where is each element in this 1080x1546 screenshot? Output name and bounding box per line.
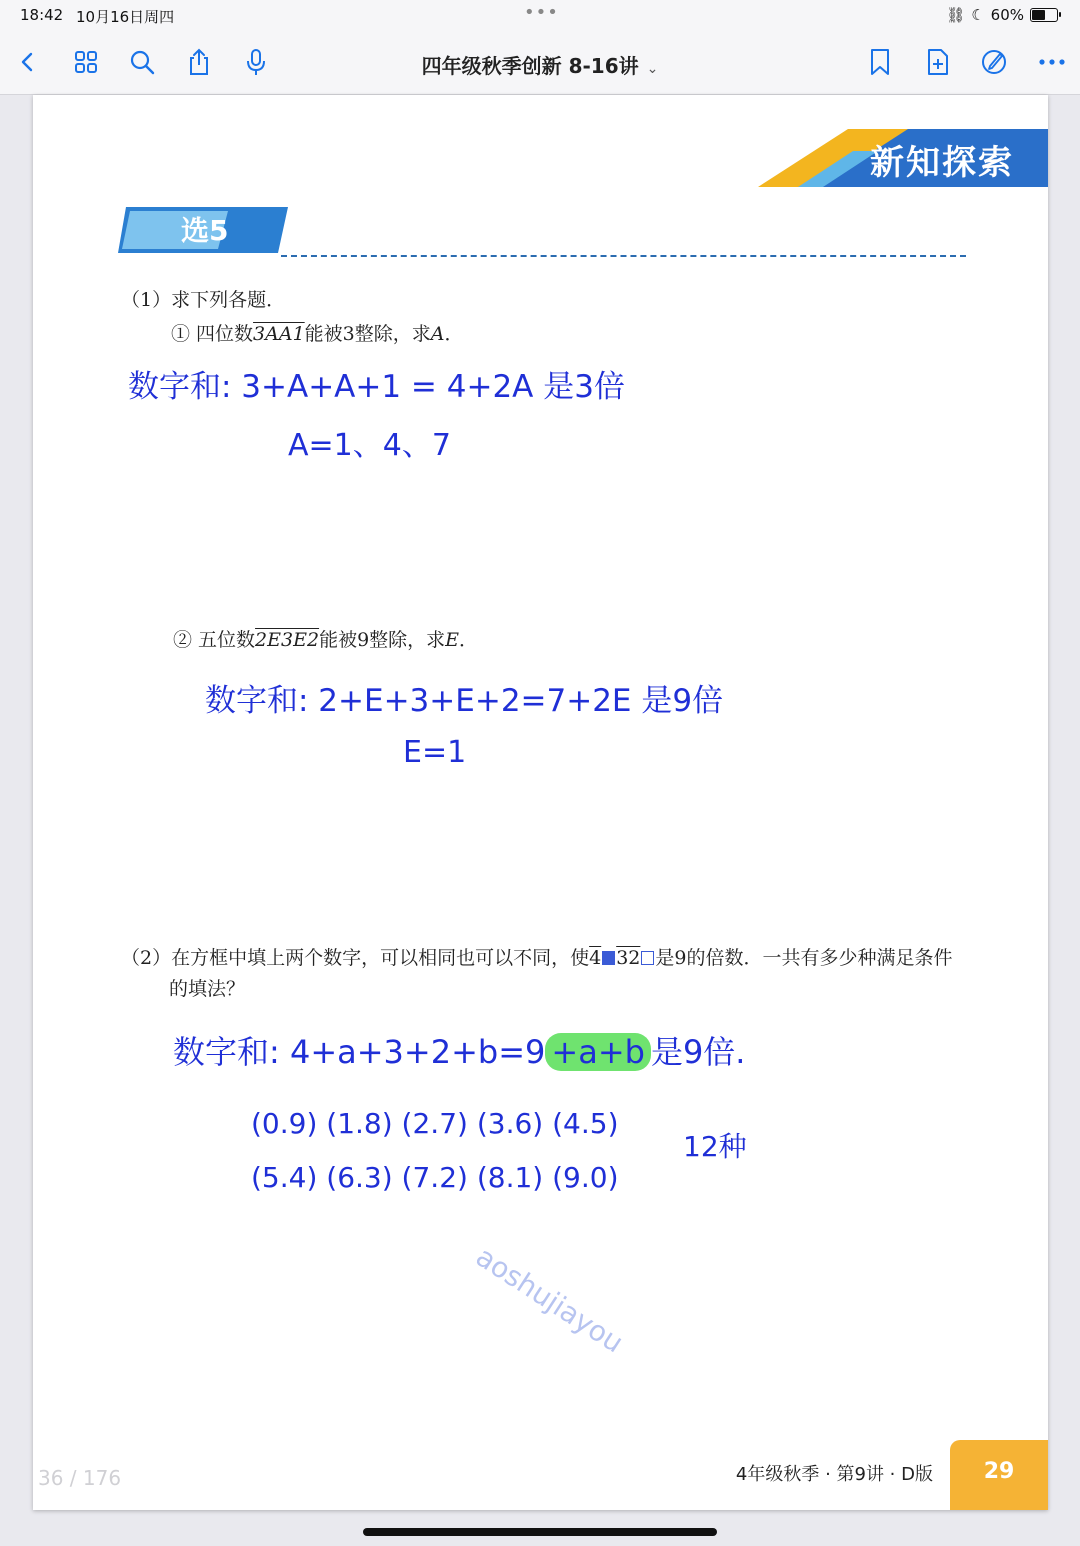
link-icon: ⛓: [946, 6, 966, 24]
q1-sub1-prefix: ① 四位数: [171, 323, 254, 345]
q1-sub2-number: 2E3E2: [255, 629, 320, 651]
q2-line1-suffix: 是9的倍数．一共有多少种满足条件: [655, 947, 953, 969]
answer-3-pairs-row-2: (5.4) (6.3) (7.2) (8.1) (9.0): [251, 1161, 619, 1194]
q2-line1-prefix: （2）在方框中填上两个数字，可以相同也可以不同，使: [121, 947, 590, 969]
status-bar: [0, 0, 1080, 32]
watermark: aoshujiayou: [470, 1240, 630, 1360]
q1-sub2-suffix: 能被9整除，求: [319, 629, 446, 651]
answer-3-highlight: +a+b: [545, 1033, 651, 1071]
answer-3-pairs-row-1: (0.9) (1.8) (2.7) (3.6) (4.5): [251, 1107, 619, 1140]
page-number: 29: [983, 1459, 1015, 1484]
answer-2-line-2: E=1: [403, 735, 467, 770]
q1-sub2-prefix: ② 五位数: [173, 629, 256, 651]
q1-sub1-number: 3AA1: [253, 323, 305, 345]
document-page[interactable]: [33, 95, 1048, 1510]
answer-3-line-1: [173, 1027, 745, 1073]
question-2-line-1: [121, 943, 952, 970]
q1-sub1-suffix: 能被3整除，求: [304, 323, 431, 345]
q2-number-a: 4: [589, 947, 602, 969]
battery-icon: [1030, 8, 1058, 22]
status-date: 10月16日周四: [76, 8, 175, 26]
reader-toolbar: [0, 32, 1080, 95]
home-indicator[interactable]: [363, 1528, 717, 1536]
q1-sub1-var: A: [430, 323, 445, 345]
question-2-line-2: 的填法？: [169, 978, 246, 1000]
answer-3-suffix: 是9倍.: [650, 1033, 746, 1071]
question-1-sub-1: [171, 319, 464, 346]
q2-number-b: 32: [616, 947, 641, 969]
answer-3-prefix: 数字和: 4+a+3+2+b=9: [173, 1033, 546, 1071]
status-indicators: [946, 6, 1058, 24]
section-tab-label: 选5: [181, 214, 229, 247]
answer-2-line-1: 数字和: 2+E+3+E+2=7+2E 是9倍: [205, 683, 724, 719]
question-1-sub-2: [173, 625, 478, 652]
chevron-down-icon: ⌄: [646, 61, 659, 77]
bookmark-icon[interactable]: [862, 44, 898, 80]
page-indicator: 36 / 176: [38, 1466, 122, 1490]
document-title[interactable]: [0, 50, 1080, 79]
more-icon[interactable]: [1034, 44, 1070, 80]
multitasking-dots-icon[interactable]: •••: [524, 2, 559, 23]
add-page-icon[interactable]: [920, 44, 956, 80]
answer-3-count: 12种: [683, 1130, 747, 1163]
page-footer: 4年级秋季 · 第9讲 · D版: [735, 1464, 933, 1485]
markup-icon[interactable]: [976, 44, 1012, 80]
moon-icon: ☾: [971, 6, 985, 24]
status-time: 18:42: [20, 6, 64, 24]
banner-title: 新知探索: [870, 143, 1014, 183]
question-1-title: （1）求下列各题．: [121, 289, 286, 311]
q1-sub2-var: E: [445, 629, 460, 651]
q1-sub1-end: ．: [444, 323, 464, 345]
document-title-text: 四年级秋季创新 8-16讲: [421, 54, 639, 78]
q2-number: [589, 947, 655, 969]
section-divider: [281, 255, 966, 257]
q1-sub2-end: ．: [459, 629, 479, 651]
blank-box-1[interactable]: [602, 951, 615, 965]
battery-percent: 60%: [990, 6, 1024, 24]
answer-1-line-1: 数字和: 3+A+A+1 = 4+2A 是3倍: [128, 369, 625, 405]
blank-box-2[interactable]: [641, 951, 654, 965]
answer-1-line-2: A=1、4、7: [288, 428, 451, 463]
